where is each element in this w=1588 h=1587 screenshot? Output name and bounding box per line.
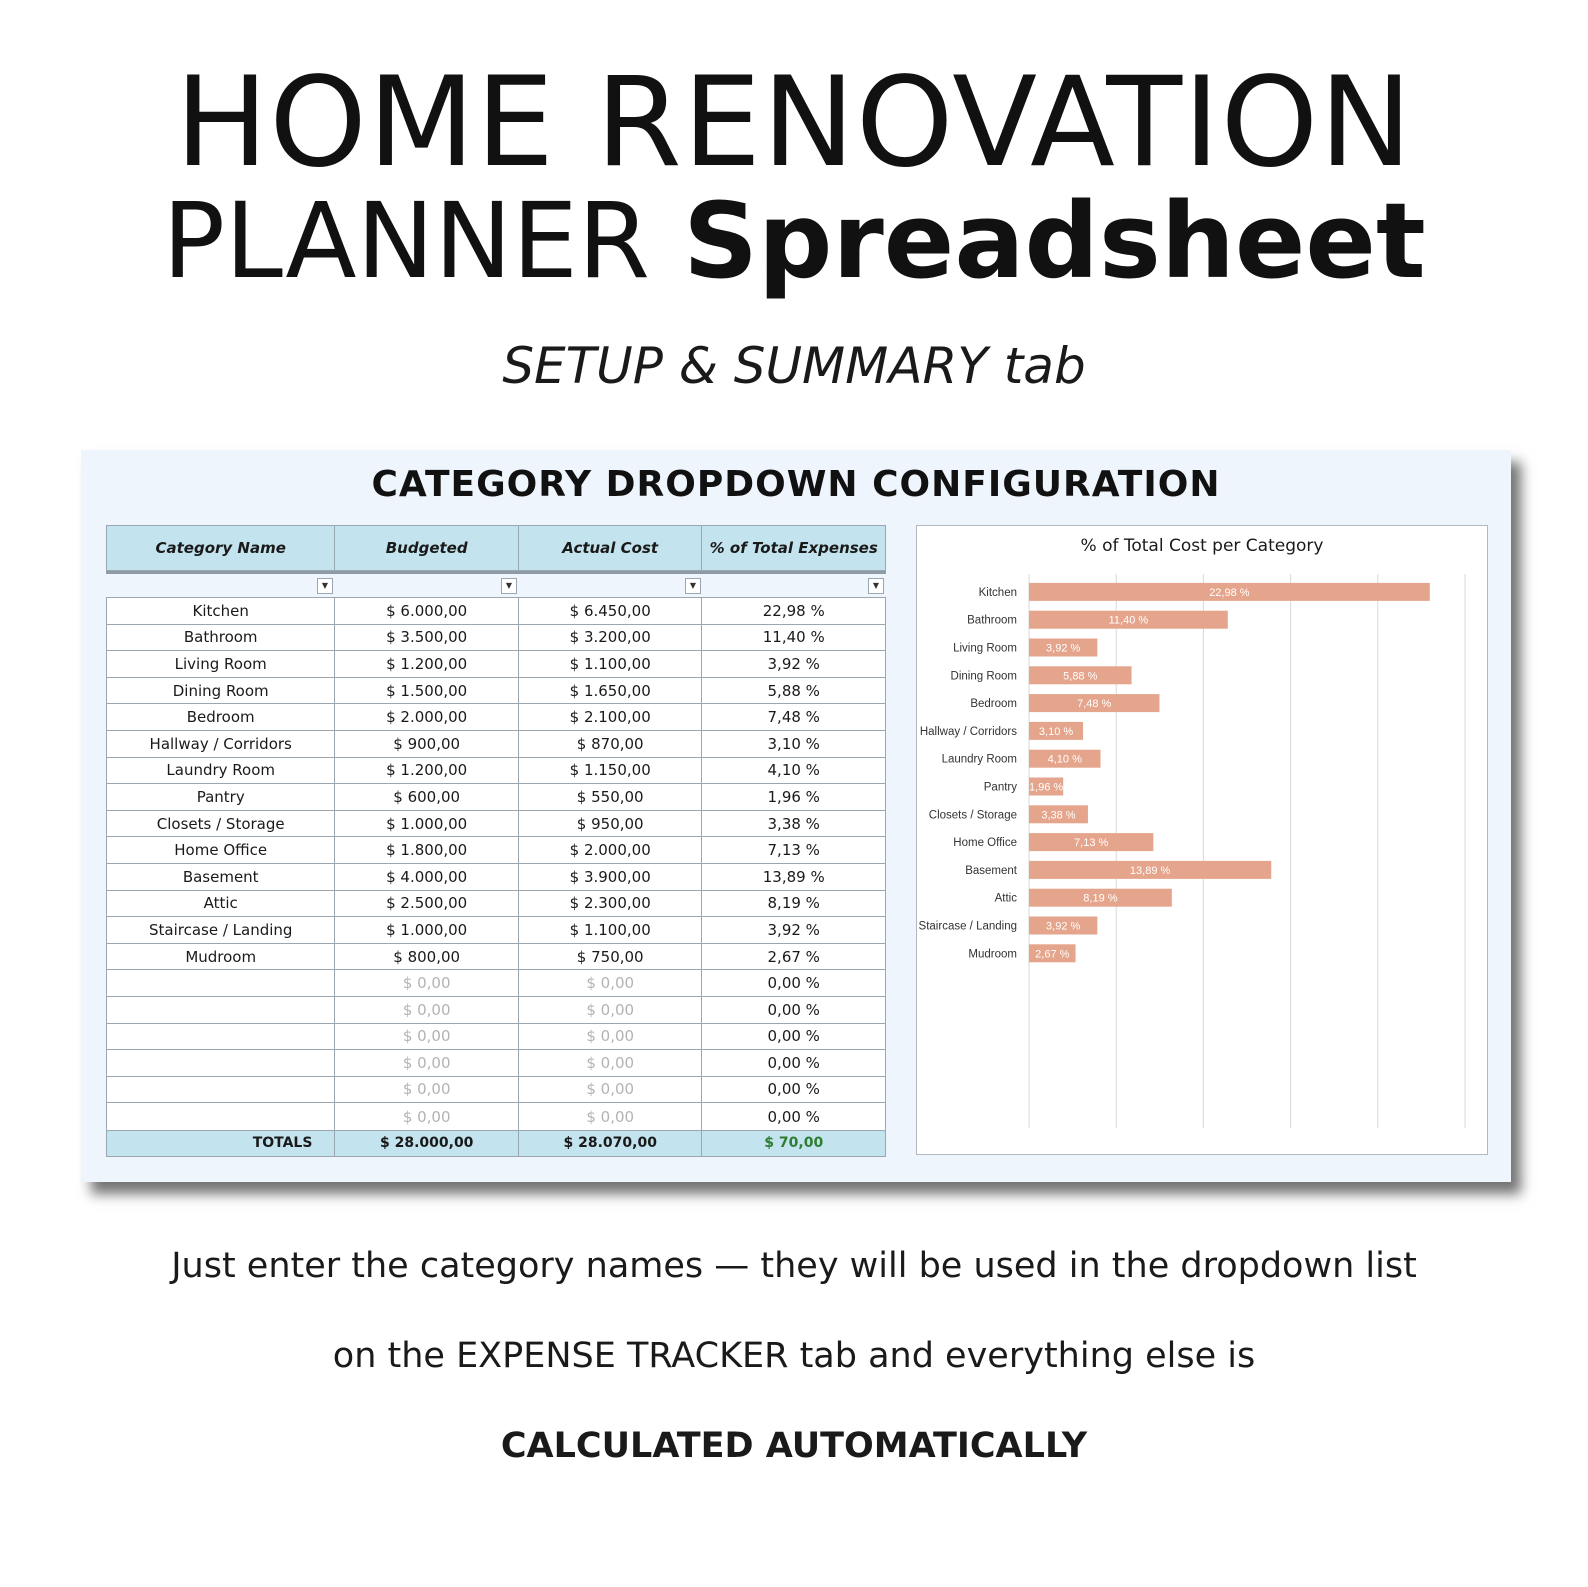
pct-cell[interactable]: 3,92 % xyxy=(767,920,820,939)
category-cell[interactable]: Laundry Room xyxy=(107,758,335,784)
totals-difference[interactable]: $ 70,00 xyxy=(764,1135,824,1152)
category-cell[interactable]: Kitchen xyxy=(107,598,335,624)
budgeted-cell[interactable]: $ 1.200,00 xyxy=(335,651,519,677)
pct-cell[interactable]: 0,00 % xyxy=(767,1107,820,1126)
pct-cell[interactable]: 22,98 % xyxy=(762,601,825,620)
budgeted-cell[interactable]: $ 1.200,00 xyxy=(335,758,519,784)
caption-line2: on the EXPENSE TRACKER tab and everything else is xyxy=(332,1336,1256,1376)
budgeted-cell[interactable]: $ 0,00 xyxy=(335,1077,519,1103)
pct-cell[interactable]: 13,89 % xyxy=(762,867,825,886)
budgeted-cell[interactable]: $ 2.500,00 xyxy=(335,891,519,917)
table-row xyxy=(107,891,885,918)
category-cell[interactable]: Pantry xyxy=(107,784,335,810)
pct-cell[interactable]: 1,96 % xyxy=(767,787,820,806)
table-row xyxy=(107,1103,885,1130)
table-row xyxy=(107,944,885,971)
actual-cell[interactable]: $ 550,00 xyxy=(519,784,703,810)
category-tick-label: Bedroom xyxy=(970,698,1017,711)
chart-title: % of Total Cost per Category xyxy=(1080,536,1324,556)
bar-data-label: 2,67 % xyxy=(1035,948,1070,961)
category-cell[interactable]: Attic xyxy=(107,891,335,917)
panel-title: CATEGORY DROPDOWN CONFIGURATION xyxy=(371,464,1221,505)
table-row xyxy=(107,651,885,678)
budgeted-cell[interactable]: $ 1.800,00 xyxy=(335,837,519,863)
title-spreadsheet: Spreadsheet xyxy=(683,180,1426,302)
table-row xyxy=(107,970,885,997)
pct-cell[interactable]: 11,40 % xyxy=(762,628,825,647)
table-row xyxy=(107,598,885,625)
bar-data-label: 11,40 % xyxy=(1108,614,1149,627)
caption-line1: Just enter the category names — they will be used in the dropdown list xyxy=(171,1246,1417,1286)
actual-cell[interactable]: $ 1.100,00 xyxy=(519,651,703,677)
category-cell[interactable] xyxy=(107,1103,335,1130)
budgeted-cell[interactable]: $ 1.500,00 xyxy=(335,678,519,704)
table-row xyxy=(107,678,885,705)
budgeted-cell[interactable]: $ 4.000,00 xyxy=(335,864,519,890)
table-row xyxy=(107,625,885,652)
actual-cell[interactable]: $ 0,00 xyxy=(519,1077,703,1103)
actual-cell[interactable]: $ 6.450,00 xyxy=(519,598,703,624)
pct-cell[interactable]: 0,00 % xyxy=(767,1053,820,1072)
category-tick-label: Living Room xyxy=(953,642,1017,655)
column-header-budgeted: Budgeted xyxy=(335,526,519,570)
actual-cell[interactable]: $ 1.650,00 xyxy=(519,678,703,704)
actual-cell[interactable]: $ 750,00 xyxy=(519,944,703,970)
actual-cell[interactable]: $ 0,00 xyxy=(519,997,703,1023)
category-tick-label: Home Office xyxy=(953,837,1017,850)
budgeted-cell[interactable]: $ 0,00 xyxy=(335,1050,519,1076)
category-cell[interactable] xyxy=(107,1050,335,1076)
actual-cell[interactable]: $ 1.150,00 xyxy=(519,758,703,784)
actual-cell[interactable]: $ 0,00 xyxy=(519,1024,703,1050)
pct-cell[interactable]: 5,88 % xyxy=(767,681,820,700)
table-row xyxy=(107,864,885,891)
budgeted-cell[interactable]: $ 900,00 xyxy=(335,731,519,757)
totals-label: TOTALS xyxy=(107,1131,335,1156)
budgeted-cell[interactable]: $ 1.000,00 xyxy=(335,811,519,837)
category-cell[interactable]: Closets / Storage xyxy=(107,811,335,837)
category-tick-label: Kitchen xyxy=(978,586,1017,599)
pct-cell[interactable]: 2,67 % xyxy=(767,947,820,966)
table-row xyxy=(107,784,885,811)
actual-cell[interactable]: $ 2.100,00 xyxy=(519,704,703,730)
category-tick-label: Dining Room xyxy=(950,670,1017,683)
totals-budgeted[interactable]: $ 28.000,00 xyxy=(335,1131,519,1156)
pct-cell[interactable]: 3,38 % xyxy=(767,814,820,833)
category-cell[interactable]: Staircase / Landing xyxy=(107,917,335,943)
pct-cell[interactable]: 3,92 % xyxy=(767,654,820,673)
table-body xyxy=(106,597,886,1131)
category-tick-label: Attic xyxy=(994,892,1017,905)
bar-data-label: 4,10 % xyxy=(1047,753,1082,766)
category-tick-label: Hallway / Corridors xyxy=(919,725,1017,738)
budgeted-cell[interactable]: $ 0,00 xyxy=(335,1103,519,1130)
pct-cell[interactable]: 8,19 % xyxy=(767,894,820,913)
category-cell[interactable] xyxy=(107,1024,335,1050)
budgeted-cell[interactable]: $ 0,00 xyxy=(335,997,519,1023)
actual-cell[interactable]: $ 2.000,00 xyxy=(519,837,703,863)
spreadsheet-panel xyxy=(81,450,1511,1182)
budgeted-cell[interactable]: $ 800,00 xyxy=(335,944,519,970)
pct-cell[interactable]: 0,00 % xyxy=(767,1000,820,1019)
category-cell[interactable] xyxy=(107,970,335,996)
dropdown-arrow-icon[interactable]: ▼ xyxy=(501,578,517,594)
table-row xyxy=(107,811,885,838)
table-row xyxy=(107,1077,885,1104)
pct-cell[interactable]: 7,13 % xyxy=(767,841,820,860)
totals-actual[interactable]: $ 28.070,00 xyxy=(519,1131,703,1156)
table-row xyxy=(107,917,885,944)
actual-cell[interactable]: $ 3.200,00 xyxy=(519,625,703,651)
actual-cell[interactable]: $ 2.300,00 xyxy=(519,891,703,917)
table-header-row xyxy=(106,525,886,571)
pct-cost-chart[interactable] xyxy=(916,525,1488,1155)
table-row xyxy=(107,758,885,785)
bar-data-label: 5,88 % xyxy=(1063,670,1098,683)
category-tick-label: Pantry xyxy=(983,781,1017,794)
actual-cell[interactable]: $ 0,00 xyxy=(519,970,703,996)
bar-data-label: 3,92 % xyxy=(1046,920,1081,933)
column-header-category: Category Name xyxy=(107,526,335,570)
category-cell[interactable]: Bathroom xyxy=(107,625,335,651)
table-row xyxy=(107,1024,885,1051)
column-header-pct: % of Total Expenses xyxy=(709,539,878,557)
budgeted-cell[interactable]: $ 0,00 xyxy=(335,1024,519,1050)
bar-data-label: 3,10 % xyxy=(1038,725,1074,738)
column-header-actual: Actual Cost xyxy=(519,526,703,570)
bar-data-label: 7,13 % xyxy=(1074,837,1109,850)
actual-cell[interactable]: $ 0,00 xyxy=(519,1103,703,1130)
category-cell[interactable] xyxy=(107,1077,335,1103)
category-cell[interactable]: Home Office xyxy=(107,837,335,863)
bar-data-label: 13,89 % xyxy=(1129,864,1171,877)
category-cell[interactable]: Living Room xyxy=(107,651,335,677)
totals-row xyxy=(106,1131,886,1157)
category-cell[interactable]: Basement xyxy=(107,864,335,890)
actual-cell[interactable]: $ 0,00 xyxy=(519,1050,703,1076)
category-cell[interactable] xyxy=(107,997,335,1023)
pct-cell[interactable]: 0,00 % xyxy=(767,974,820,993)
bar-data-label: 7,48 % xyxy=(1077,698,1112,711)
bar-data-label: 8,19 % xyxy=(1083,892,1118,905)
budgeted-cell[interactable]: $ 1.000,00 xyxy=(335,917,519,943)
bar-data-label: 3,92 % xyxy=(1046,642,1081,655)
actual-cell[interactable]: $ 870,00 xyxy=(519,731,703,757)
actual-cell[interactable]: $ 3.900,00 xyxy=(519,864,703,890)
table-row xyxy=(107,997,885,1024)
pct-cell[interactable]: 3,10 % xyxy=(767,734,820,753)
budgeted-cell[interactable]: $ 0,00 xyxy=(335,970,519,996)
category-tick-label: Laundry Room xyxy=(941,753,1017,766)
page-subtitle: SETUP & SUMMARY tab xyxy=(502,337,1086,395)
caption-line3: CALCULATED AUTOMATICALLY xyxy=(500,1426,1088,1466)
dropdown-arrow-icon[interactable]: ▼ xyxy=(317,578,333,594)
pct-cell[interactable]: 0,00 % xyxy=(767,1027,820,1046)
table-row xyxy=(107,731,885,758)
filter-row xyxy=(106,571,886,597)
pct-cell[interactable]: 7,48 % xyxy=(767,708,820,727)
actual-cell[interactable]: $ 950,00 xyxy=(519,811,703,837)
category-tick-label: Staircase / Landing xyxy=(918,920,1017,933)
title-planner: PLANNER xyxy=(162,180,651,302)
budgeted-cell[interactable]: $ 3.500,00 xyxy=(335,625,519,651)
category-cell[interactable]: Bedroom xyxy=(107,704,335,730)
page-title: HOME RENOVATION xyxy=(174,51,1414,195)
pct-cell[interactable]: 4,10 % xyxy=(767,761,820,780)
category-tick-label: Closets / Storage xyxy=(928,809,1017,822)
category-tick-label: Mudroom xyxy=(968,948,1017,961)
page-title-line2 xyxy=(0,180,1588,302)
bar-data-label: 1,96 % xyxy=(1028,781,1064,794)
budgeted-cell[interactable]: $ 600,00 xyxy=(335,784,519,810)
dropdown-arrow-icon[interactable]: ▼ xyxy=(685,578,701,594)
category-table xyxy=(106,525,886,1157)
bar-data-label: 22,98 % xyxy=(1209,586,1250,599)
category-cell[interactable]: Mudroom xyxy=(107,944,335,970)
dropdown-arrow-icon[interactable]: ▼ xyxy=(868,578,884,594)
budgeted-cell[interactable]: $ 6.000,00 xyxy=(335,598,519,624)
category-cell[interactable]: Hallway / Corridors xyxy=(107,731,335,757)
pct-cell[interactable]: 0,00 % xyxy=(767,1080,820,1099)
table-row xyxy=(107,837,885,864)
bar-data-label: 3,38 % xyxy=(1041,809,1076,822)
category-cell[interactable]: Dining Room xyxy=(107,678,335,704)
table-row xyxy=(107,704,885,731)
category-tick-label: Basement xyxy=(965,864,1017,877)
category-tick-label: Bathroom xyxy=(967,614,1017,627)
chart-plot xyxy=(917,526,1489,1156)
table-row xyxy=(107,1050,885,1077)
budgeted-cell[interactable]: $ 2.000,00 xyxy=(335,704,519,730)
actual-cell[interactable]: $ 1.100,00 xyxy=(519,917,703,943)
